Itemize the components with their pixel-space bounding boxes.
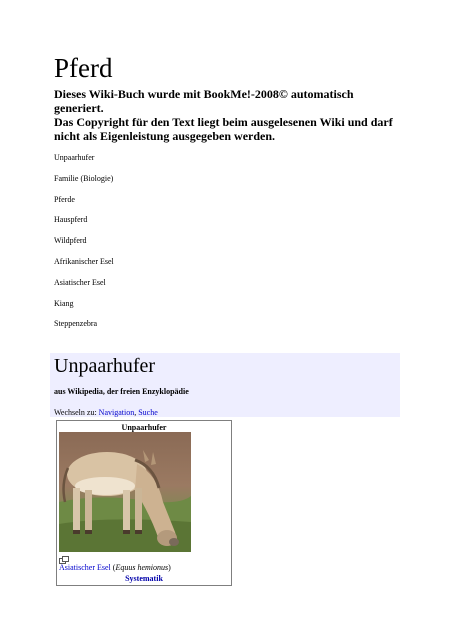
image-caption <box>59 563 171 573</box>
caption-open: ( <box>110 563 116 572</box>
toc-item[interactable]: Hauspferd <box>54 215 88 225</box>
kiang-photo[interactable] <box>59 432 191 552</box>
toc-item[interactable]: Wildpferd <box>54 236 87 246</box>
toc-item[interactable]: Kiang <box>54 298 74 308</box>
toc-item[interactable]: Unpaarhufer <box>54 153 95 162</box>
toc-item[interactable]: Familie (Biologie) <box>54 173 114 183</box>
caption-link-asiatischer-esel[interactable]: Asiatischer Esel <box>59 563 111 572</box>
intro-line-1: Dieses Wiki-Buch wurde mit BookMe!-2008© automatisch generiert. <box>54 87 354 115</box>
toc-item[interactable]: Steppenzebra <box>54 319 98 329</box>
jump-separator: , <box>134 408 139 417</box>
jump-prefix: Wechseln zu: <box>54 408 99 417</box>
search-link[interactable]: Suche <box>138 408 158 417</box>
caption-close: ) <box>168 563 171 572</box>
intro-notice <box>54 87 394 143</box>
toc-item[interactable]: Asiatischer Esel <box>54 277 106 287</box>
jump-links <box>54 408 158 418</box>
toc-item[interactable]: Afrikanischer Esel <box>54 256 114 266</box>
toc-item[interactable]: Pferde <box>54 194 75 204</box>
navigation-link[interactable]: Navigation <box>98 408 135 417</box>
taxobox <box>56 420 232 586</box>
table-of-contents <box>54 153 114 340</box>
taxobox-title: Unpaarhufer <box>121 423 167 432</box>
page-title: Pferd <box>54 53 113 83</box>
section-subtitle: aus Wikipedia, der freien Enzyklopädie <box>54 387 189 396</box>
caption-species: Equus hemionus <box>115 563 169 572</box>
section-title: Unpaarhufer <box>54 355 156 377</box>
systematik-heading[interactable]: Systematik <box>125 574 163 583</box>
intro-line-2: Das Copyright für den Text liegt beim ausgelesenen Wiki und darf nicht als Eigenleistung ausgegeben werden. <box>54 115 393 143</box>
